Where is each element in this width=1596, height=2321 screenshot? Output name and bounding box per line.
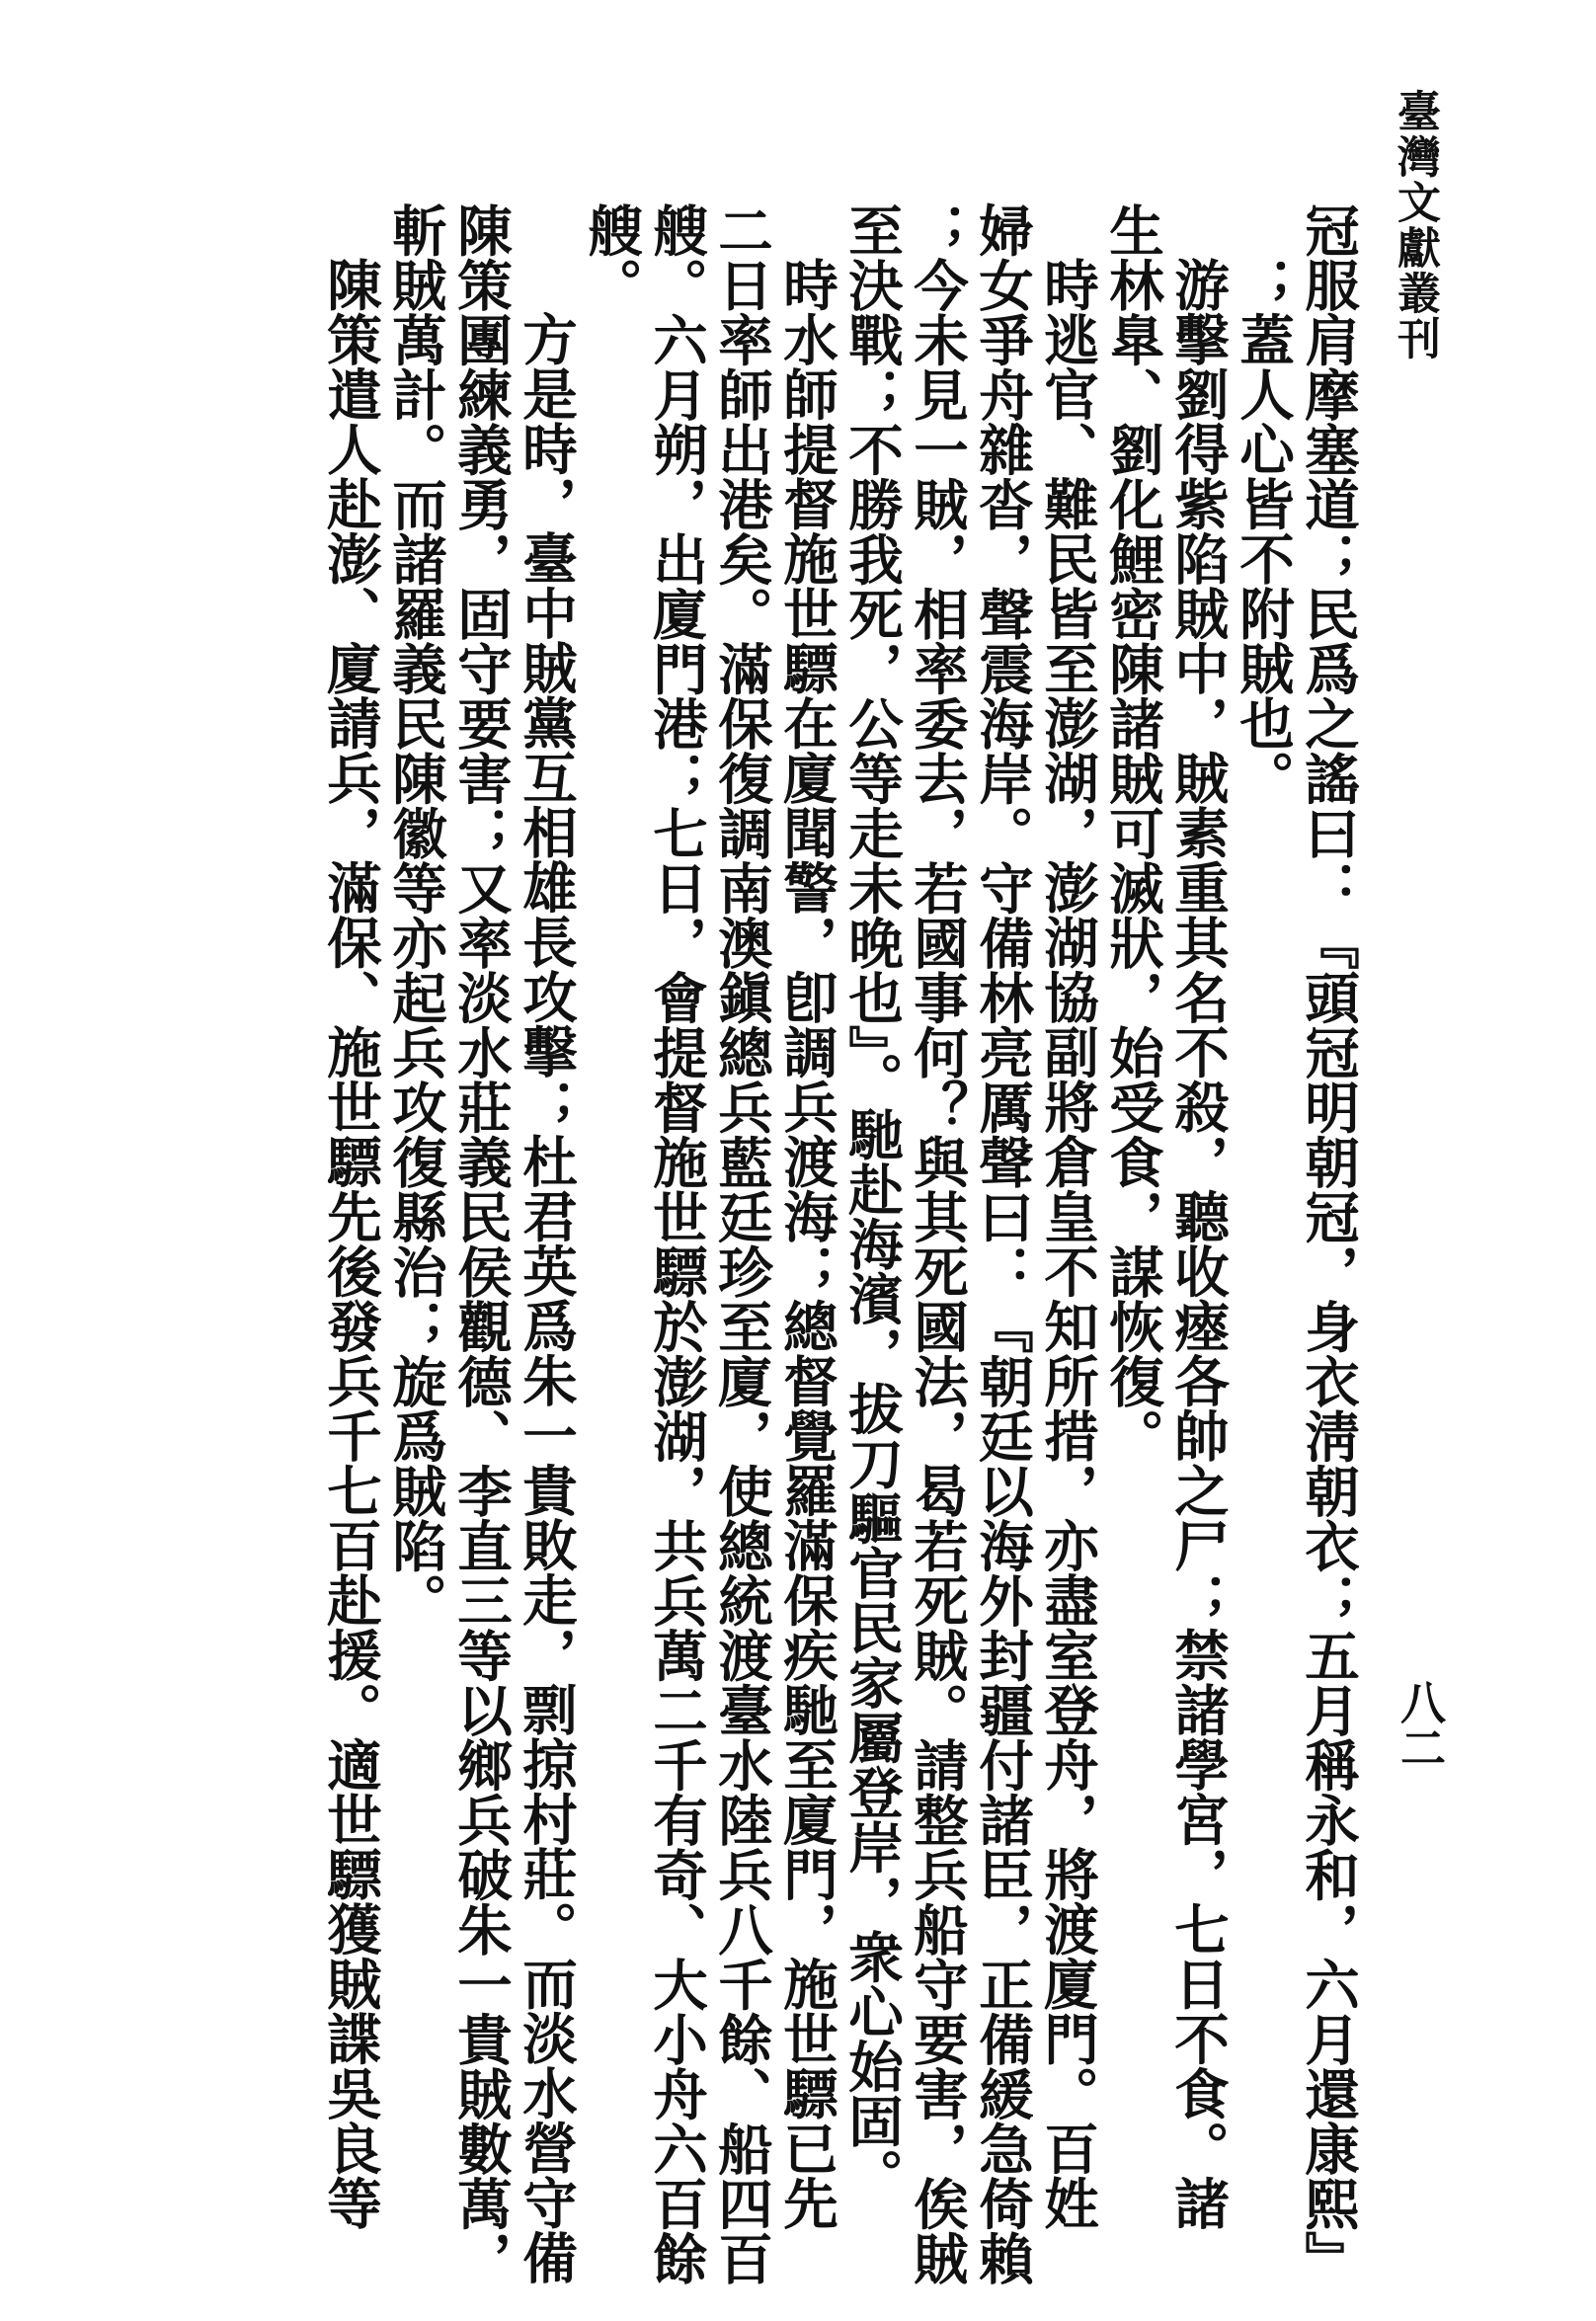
running-header-title: 臺灣文獻叢刊 (1390, 89, 1440, 361)
vertical-text-body (316, 202, 1359, 2285)
text-column: 艘。六月朔，出廈門港；七日，會提督施世驃於澎湖，共兵萬二千有奇、大小舟六百餘 (643, 202, 707, 2285)
text-column: 陳策遣人赴澎、廈請兵，滿保、施世驃先後發兵千七百赴援。適世驃獲賊諜吳良等 (317, 257, 381, 2230)
text-column: 方是時，臺中賊黨互相雄長攻擊；杜君英爲朱一貴敗走，剽掠村莊。而淡水營守備 (513, 311, 577, 2284)
text-column: 生林臯、劉化鯉密陳諸賊可滅狀，始受食，謀恢復。 (1099, 202, 1163, 1464)
text-column: 至決戰；不勝我死，公等走未晚也』。馳赴海濱，拔刀驅官民家屬登岸，衆心始固。 (838, 202, 903, 2203)
text-column: ；蓋人心皆不附賊也。 (1230, 257, 1294, 805)
text-column: 斬賊萬計。而諸羅義民陳徽等亦起兵攻復縣治；旋爲賊陷。 (382, 202, 446, 1628)
text-column: 二日率師出港矣。滿保復調南澳鎭總兵藍廷珍至廈，使總統渡臺水陸兵八千餘、船四百 (708, 202, 772, 2285)
text-column: 游擊劉得紫陷賊中，賊素重其名不殺，聽收瘞各帥之尸；禁諸學宮，七日不食。諸 (1164, 257, 1229, 2230)
text-column: 時水師提督施世驃在廈聞警，卽調兵渡海；總督覺羅滿保疾馳至廈門，施世驃已先 (773, 257, 838, 2230)
page-number: 八二 (1394, 1679, 1447, 1770)
text-column: 冠服肩摩塞道；民爲之謠曰：『頭冠明朝冠，身衣淸朝衣；五月稱永和，六月還康熙』 (1295, 202, 1359, 2285)
text-column: ；今未見一賊，相率委去，若國事何？與其死國法，曷若死賊。請整兵船守要害，俟賊 (904, 202, 968, 2285)
text-column: 陳策團練義勇，固守要害；又率淡水莊義民侯觀德、李直三等以鄉兵破朱一貴賊數萬， (447, 202, 512, 2285)
text-column: 婦女爭舟雜沓，聲震海岸。守備林亮厲聲曰：『朝廷以海外封疆付諸臣，正備緩急倚賴 (969, 202, 1033, 2285)
text-column: 艘。 (578, 202, 642, 312)
text-column: 時逃官、難民皆至澎湖，澎湖協副將倉皇不知所措，亦盡室登舟，將渡廈門。百姓 (1034, 257, 1098, 2230)
